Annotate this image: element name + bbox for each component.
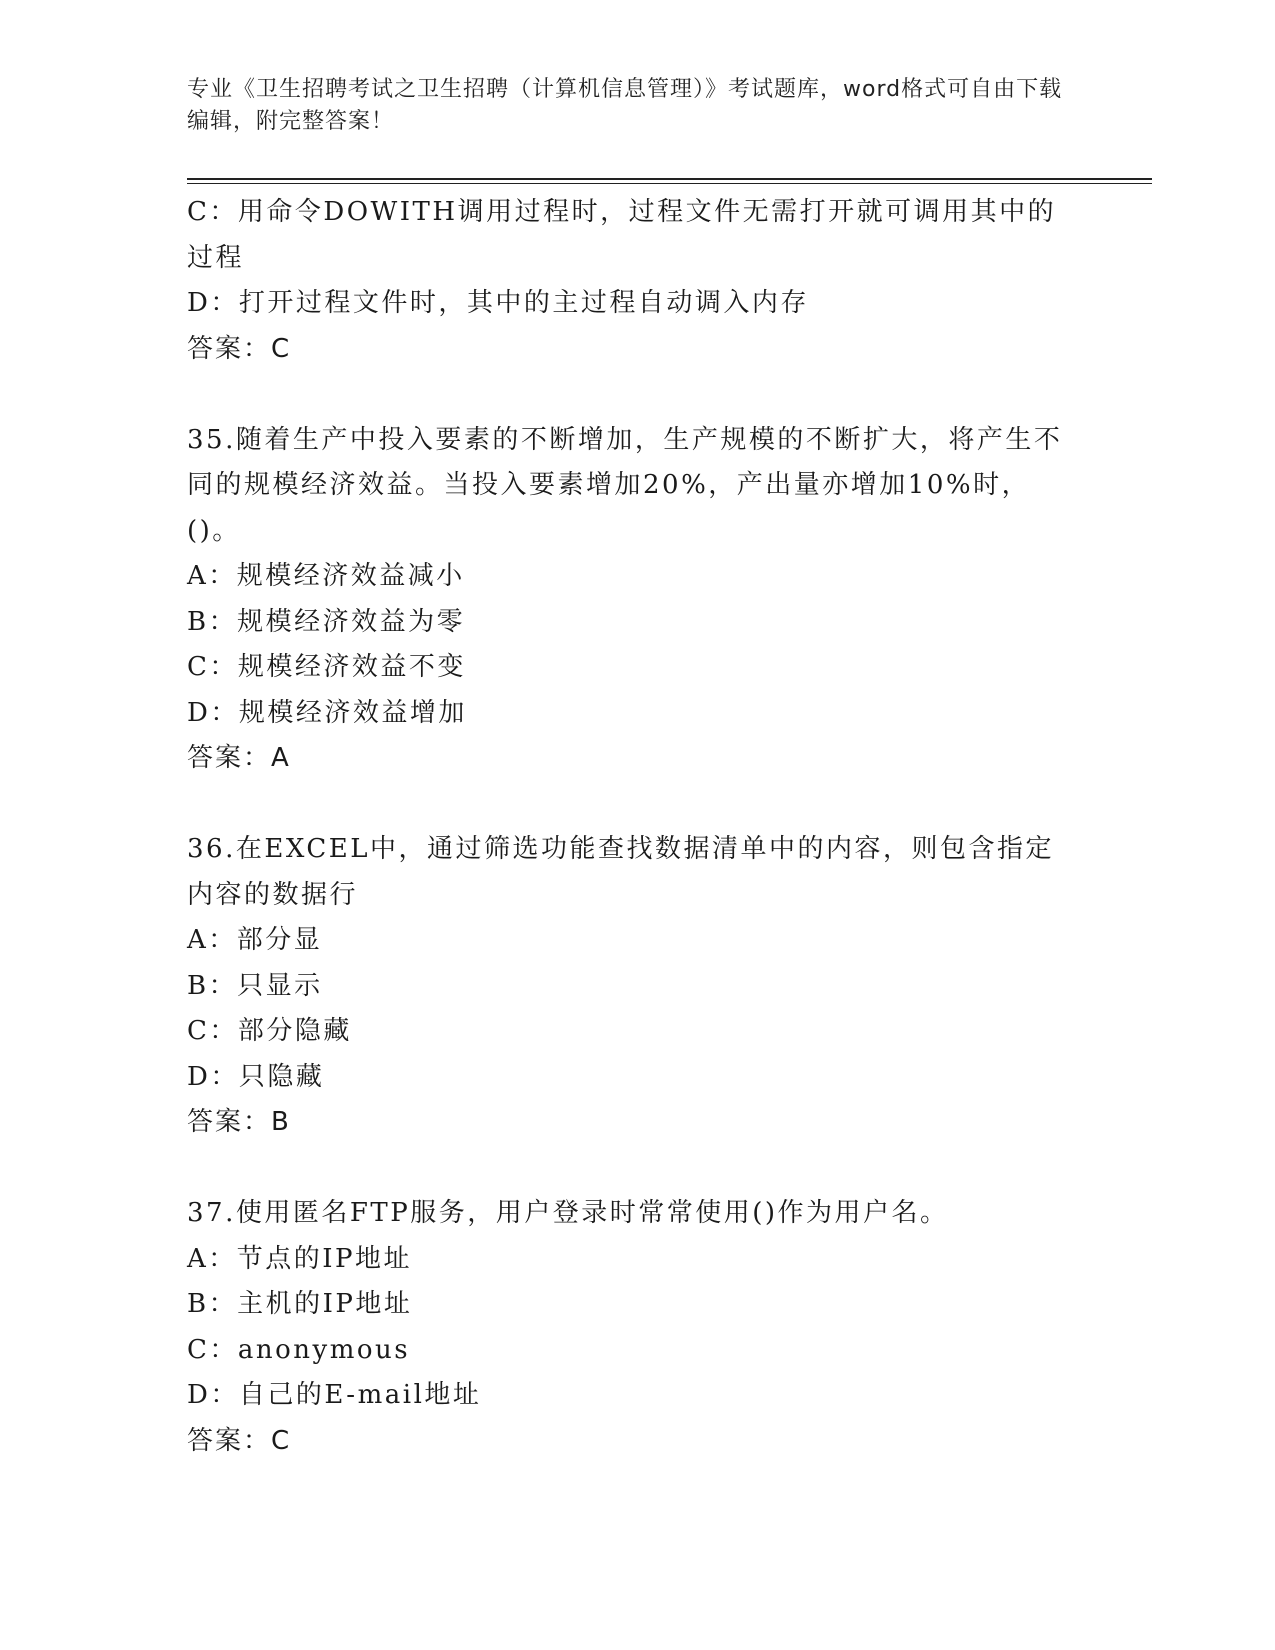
header-rule-thick (187, 178, 1152, 180)
question-stem: 36.在EXCEL中，通过筛选功能查找数据清单中的内容，则包含指定内容的数据行 (187, 834, 1055, 910)
option-d: D：只隐藏 (187, 1061, 325, 1092)
answer: 答案：A (187, 743, 291, 773)
answer: 答案：C (187, 1425, 292, 1456)
option-c: C：部分隐藏 (187, 1016, 352, 1046)
spacer (187, 372, 1077, 418)
question-stem: 37.使用匿名FTP服务，用户登录时常常使用()作为用户名。 (187, 1198, 949, 1228)
option-c: C：anonymous (187, 1334, 411, 1365)
option-d: D：打开过程文件时，其中的主过程自动调入内存 (187, 288, 809, 318)
option-d: D：自己的E-mail地址 (187, 1380, 482, 1410)
option-c: C：用命令DOWITH调用过程时，过程文件无需打开就可调用其中的过程 (187, 197, 1057, 273)
option-a: A：部分显 (187, 925, 323, 955)
option-c: C：规模经济效益不变 (187, 652, 466, 682)
option-b: B：只显示 (187, 970, 323, 1001)
document-header: 专业《卫生招聘考试之卫生招聘（计算机信息管理）》考试题库，word格式可自由下载编辑，附完整答案！ (187, 77, 1063, 134)
question-35 (187, 418, 1077, 782)
question-36 (187, 827, 1077, 1146)
answer: 答案：C (187, 333, 292, 364)
option-b: B：主机的IP地址 (187, 1289, 413, 1319)
option-b: B：规模经济效益为零 (187, 606, 466, 637)
question-content (187, 190, 1077, 1464)
question-34-continued (187, 190, 1077, 372)
question-stem: 35.随着生产中投入要素的不断增加，生产规模的不断扩大，将产生不同的规模经济效益。当投入要素增加20%，产出量亦增加10%时，()。 (187, 424, 1063, 546)
option-d: D：规模经济效益增加 (187, 697, 467, 728)
header-rule-thin (187, 183, 1152, 184)
option-a: A：节点的IP地址 (187, 1243, 413, 1274)
option-a: A：规模经济效益减小 (187, 561, 465, 591)
answer: 答案：B (187, 1107, 291, 1137)
spacer (187, 782, 1077, 828)
spacer (187, 1146, 1077, 1192)
question-37 (187, 1191, 1077, 1464)
